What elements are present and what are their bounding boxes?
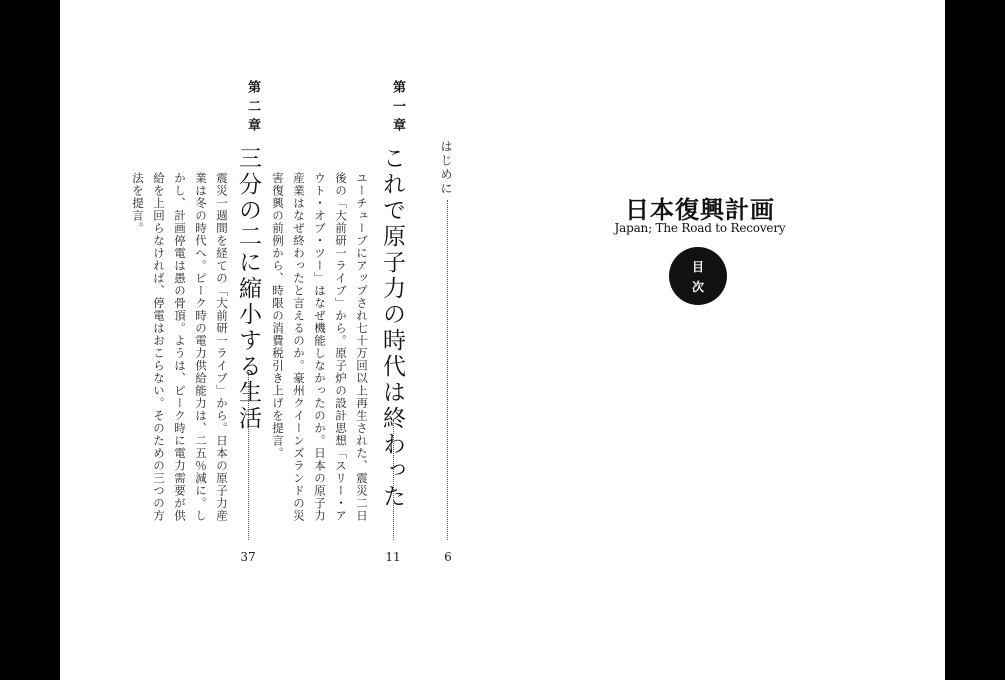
chapter-1-label: 第一章 — [390, 80, 405, 137]
summary-line: かし、計画停電は愚の骨頂。ようは、ピーク時に電力需要が供 — [173, 172, 187, 522]
toc-intro-page: 6 — [444, 550, 452, 564]
chapter-2-label: 第二章 — [245, 80, 260, 137]
chapter-1-page: 11 — [385, 550, 401, 564]
book-page — [60, 0, 945, 680]
toc-badge-char: 次 — [691, 280, 704, 294]
summary-line: ウト・オブ・ツー」はなぜ機能しなかったのか。日本の原子力 — [313, 172, 327, 522]
book-title: 日本復興計画 — [625, 196, 775, 224]
summary-line: 後の「大前研一ライブ」から。原子炉の設計思想「スリー・ア — [334, 172, 348, 522]
chapter-1-title[interactable]: これで原子力の時代は終わった — [379, 146, 405, 510]
book-subtitle: Japan; The Road to Recovery — [614, 221, 786, 235]
chapter-1-leader — [393, 420, 394, 540]
toc-badge — [669, 247, 727, 305]
chapter-2-page: 37 — [240, 550, 256, 564]
toc-intro-label[interactable]: はじめに — [439, 140, 453, 196]
chapter-1-summary — [270, 172, 372, 542]
chapter-2-leader — [248, 372, 249, 540]
summary-line: 業は冬の時代へ。ピーク時の電力供給能力は、二五％減に。し — [194, 172, 208, 522]
summary-line: 法を提言。 — [131, 172, 145, 235]
toc-intro-leader — [447, 200, 448, 540]
summary-line: 震災一週間を経ての「大前研一ライブ」から。日本の原子力産 — [215, 172, 229, 522]
toc-badge-char: 目 — [691, 260, 704, 274]
summary-line: ユーチューブにアップされ七十万回以上再生された、震災二日 — [355, 172, 369, 522]
summary-line: 給を上回らなければ、停電はおこらない。そのための三つの方 — [152, 172, 166, 522]
chapter-2-summary — [130, 172, 232, 542]
summary-line: 害復興の前例から、時限の消費税引き上げを提言。 — [271, 172, 285, 460]
summary-line: 産業はなぜ終わったと言えるのか。豪州クイーンズランドの災 — [292, 172, 306, 522]
chapter-2-title[interactable]: 三分の二に縮小する生活 — [235, 146, 261, 432]
